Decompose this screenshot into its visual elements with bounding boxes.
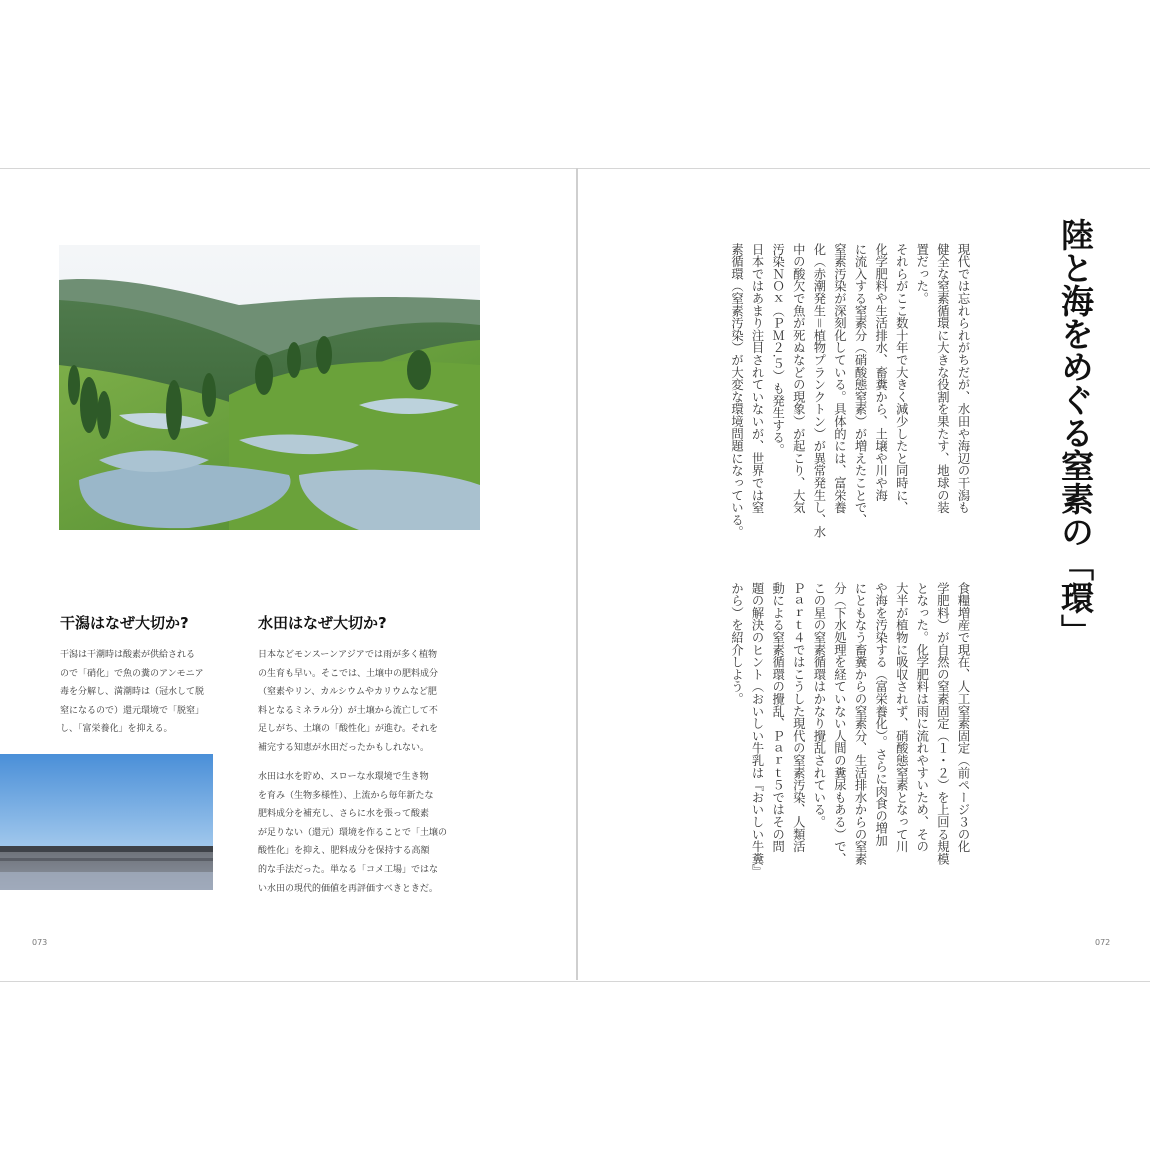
text-line: にともなう畜糞からの窒素分、生活排水からの窒素 [853,582,868,865]
text-line: 大半が植物に吸収されず、硝酸態窒素となって川 [894,582,909,853]
chapter-title: 陸と海をめぐる窒素の「環」 [1056,218,1095,647]
paddy-field-heading: 水田はなぜ大切か? [258,614,387,632]
text-line: となった。化学肥料は雨に流れやすいため、その [914,582,929,853]
text-line: 汚染ＮＯｘ（ＰＭ２.５）も発生する。 [770,243,785,457]
rice-terrace-image [59,245,480,530]
text-line: 的な手法だった。単なる「コメ工場」ではな [258,864,439,875]
paddy-field-text-2 [258,768,447,898]
page-number-left: 073 [32,938,48,947]
text-line: 肥料成分を補充し、さらに水を張って酸素 [258,809,430,820]
text-line: 化学肥料や生活排水、畜糞から、土壌や川や海 [873,243,888,502]
paddy-field-text-1 [258,646,438,758]
text-line: 食糧増産で現在、人工窒素固定（前ページ３の化 [956,582,970,853]
text-line: 題の解決のヒント（おいしい牛乳は『おいしい牛糞』 [750,582,765,878]
tidal-flat-heading: 干潟はなぜ大切か? [60,614,189,632]
text-line: 酸性化」を抑え、肥料成分を保持する高額 [258,846,430,857]
text-line: 健全な窒素循環に大きな役割を果たす、地球の装 [935,243,950,514]
text-line: 足しがち、土壌の「酸性化」が進む。それを [258,724,439,735]
text-line: 補完する知恵が水田だったかもしれない。 [258,742,430,753]
tidal-flat-text [60,646,204,739]
text-line: 分（下水処理を経ていない人間の糞尿もある）で、 [832,582,847,865]
text-line: 学肥料）が自然の窒素固定（１・２）を上回る規模 [935,582,950,865]
text-line: 料となるミネラル分）が土壌から流亡して不 [258,705,438,716]
text-line: し、「富栄養化」を抑える。 [60,724,173,735]
text-line: 窒になるので）還元環境で「脱窒」 [60,705,205,716]
body-text-upper [726,243,973,543]
text-line: 動による窒素循環の攪乱、Ｐａｒｔ５ではその問 [770,582,785,853]
text-line: この星の窒素循環はかなり攪乱されている。 [811,582,826,828]
book-spine [576,168,578,980]
text-line: 干潟は干潮時は酸素が供給される [60,650,196,660]
body-text-lower [726,582,973,882]
text-line: から）を紹介しよう。 [729,582,744,705]
text-line: ので「硝化」で魚の糞のアンモニア [60,668,204,679]
text-line: 中の酸欠で魚が死ぬなどの現象）が起こり、大気 [791,243,806,514]
text-line: 素循環（窒素汚染）が大変な環境問題になっている。 [729,243,744,539]
text-line: 日本ではあまり注目されていないが、世界では窒 [750,243,765,514]
text-line: 日本などモンスーンアジアでは雨が多く植物 [258,650,438,660]
text-line: 現代では忘れられがちだが、水田や海辺の干潟も [956,243,970,514]
text-line: （窒素やリン、カルシウムやカリウムなど肥 [258,687,437,698]
text-line: に流入する窒素分（硝酸態窒素）が増えたことで、 [853,243,868,526]
text-line: 窒素汚染が深刻化している。具体的には、富栄養 [832,243,847,514]
rice-terrace-photo [59,245,480,530]
text-line: の生育も早い。そこでは、土壌中の肥料成分 [258,668,439,679]
text-line: を育み（生物多様性）、上流から毎年新たな [258,790,434,801]
tidal-flat-image [0,754,213,890]
text-line: それらがここ数十年で大きく減少したと同時に、 [894,243,909,514]
page-number-right: 072 [1095,938,1111,947]
text-line: Ｐａｒｔ４ではこうした現代の窒素汚染、人類活 [791,582,806,853]
tidal-flat-photo [0,754,213,890]
text-line: 水田は水を貯め、スローな水環境で生き物 [258,772,429,782]
text-line: や海を汚染する（富栄養化）。さらに肉食の増加 [873,582,888,847]
text-line: 置だった。 [914,243,929,305]
text-line: い水田の現代的価値を再評価すべきときだ。 [258,883,438,894]
text-line: 化（赤潮発生＝植物プランクトン）が異常発生し、水 [811,243,826,539]
text-line: 毒を分解し、満潮時は（冠水して脱 [60,687,205,698]
text-line: が足りない（還元）環境を作ることで「土壌の [258,827,448,838]
